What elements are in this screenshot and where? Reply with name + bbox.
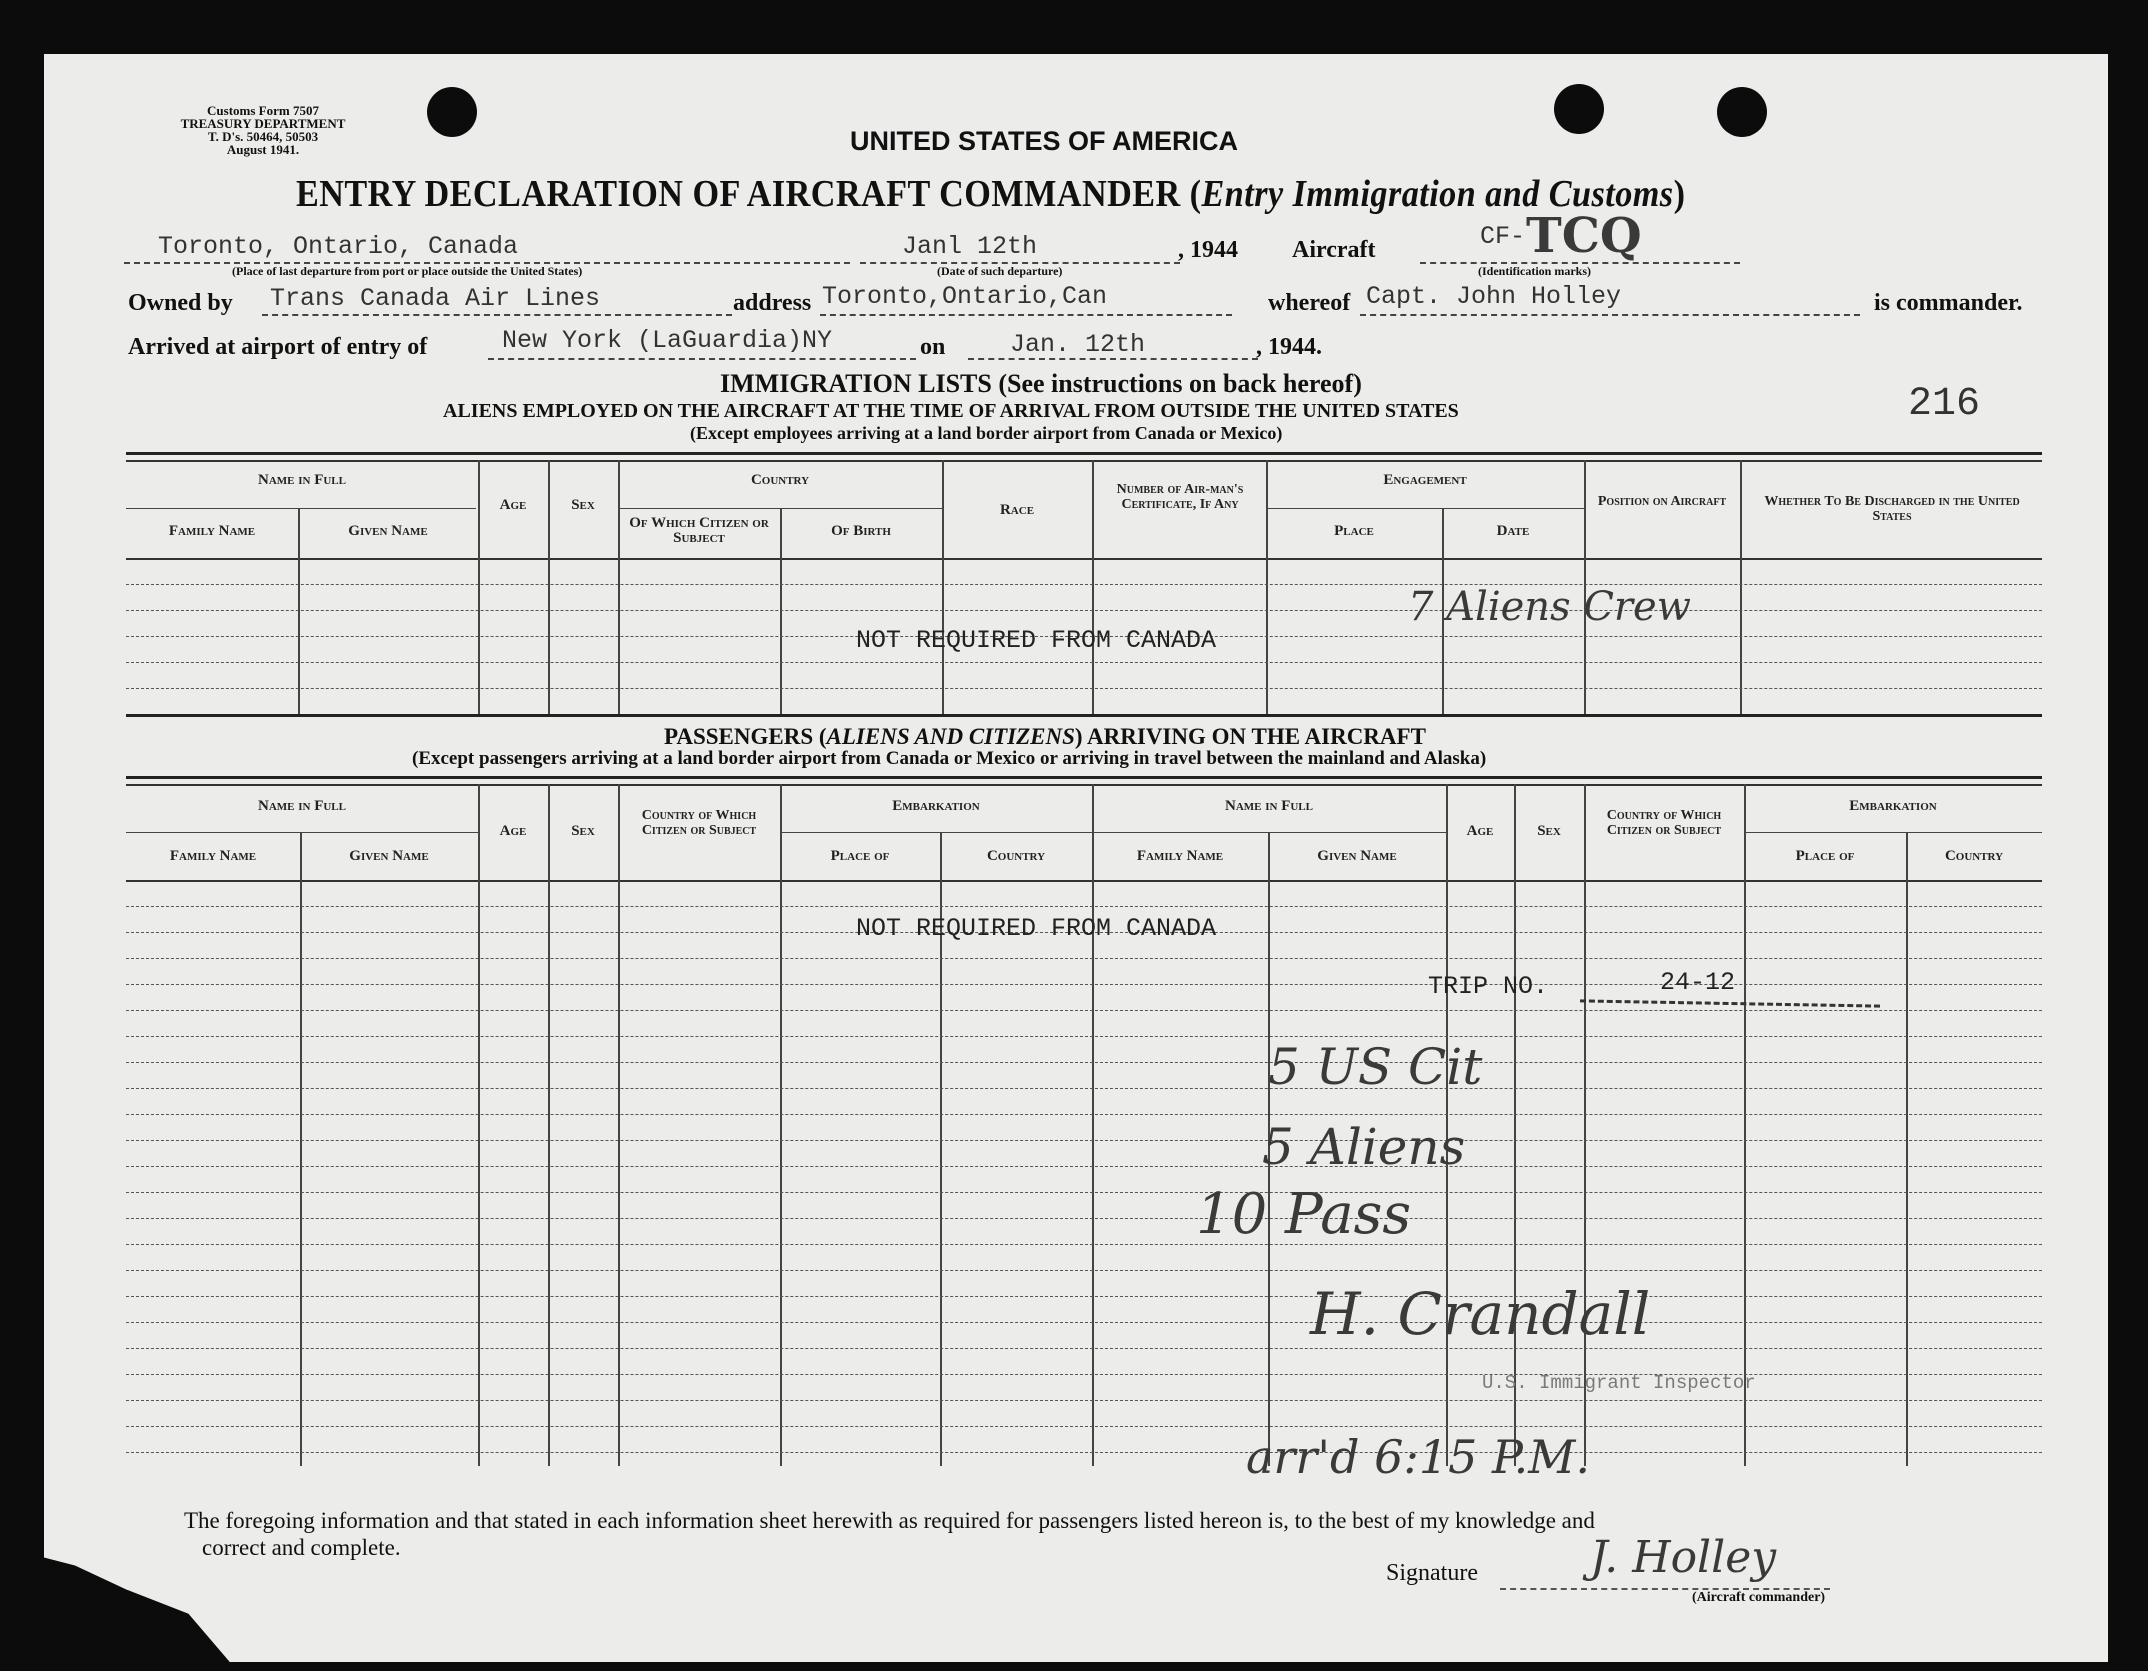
underline	[488, 358, 916, 360]
immigration-heading: IMMIGRATION LISTS (See instructions on back hereof)	[720, 369, 1362, 398]
underline	[820, 314, 1232, 316]
th-engagement-date: Date	[1496, 523, 1530, 539]
commander-suffix: is commander.	[1874, 290, 2023, 316]
th-pass-family: Family Name	[169, 848, 257, 864]
th-pass-country-citizen: Country of Which Citizen or Subject	[641, 808, 757, 838]
commander-signature: J. Holley	[1590, 1532, 1777, 1583]
passenger-not-required-note: NOT REQUIRED FROM CANADA	[856, 914, 1217, 943]
departure-date-caption: (Date of such departure)	[937, 264, 1063, 278]
th-country-of-birth: Of Birth	[831, 523, 891, 539]
th-age: Age	[499, 497, 527, 513]
trip-label: TRIP NO.	[1428, 972, 1549, 1001]
table-rule	[126, 784, 2042, 786]
th-airman-certificate: Number of Air-man's Certificate, If Any	[1116, 482, 1244, 512]
trip-number: 24-12	[1660, 968, 1736, 997]
th-pass-place-of: Place of	[830, 848, 890, 864]
th-engagement-place: Place	[1334, 523, 1374, 539]
passengers-heading-italic: ALIENS AND CITIZENS	[826, 724, 1075, 749]
underline	[262, 314, 732, 316]
form-number: Customs Form 7507	[207, 103, 319, 118]
binder-hole	[1554, 84, 1604, 134]
arrival-on-label: on	[920, 334, 946, 360]
form-title	[296, 172, 1685, 216]
owned-label: Owned by	[128, 290, 233, 316]
owner: Trans Canada Air Lines	[270, 284, 601, 313]
immigration-sub1: ALIENS EMPLOYED ON THE AIRCRAFT AT THE TIME OF ARRIVAL FROM OUTSIDE THE UNITED STATES	[443, 400, 1459, 422]
passengers-heading-b: ) ARRIVING ON THE AIRCRAFT	[1074, 724, 1426, 749]
table-rule	[126, 452, 2042, 455]
whereof-label: whereof	[1268, 290, 1351, 316]
passengers-heading	[664, 724, 1426, 750]
aircraft-id: TCQ	[1526, 208, 1642, 264]
underline	[968, 358, 1258, 360]
aircraft-caption: (Identification marks)	[1478, 264, 1591, 278]
th-country: Country	[750, 472, 810, 488]
signature-caption: (Aircraft commander)	[1692, 1590, 1826, 1605]
table-rule	[1744, 832, 2042, 833]
th-pass-sex-2: Sex	[1537, 823, 1561, 839]
department: TREASURY DEPARTMENT	[180, 116, 346, 131]
table-rule	[126, 832, 478, 833]
table-rule	[126, 714, 2042, 717]
passengers-sub: (Except passengers arriving at a land border airport from Canada or Mexico or arriving in travel between the mainland and Alaska)	[412, 748, 1487, 769]
form-date: August 1941.	[226, 142, 300, 157]
aircraft-prefix: CF-	[1480, 222, 1526, 251]
binder-hole	[427, 87, 477, 137]
hand-aliens: 5 Aliens	[1262, 1118, 1466, 1176]
departure-place: Toronto, Ontario, Canada	[158, 232, 519, 261]
th-pass-place-of-2: Place of	[1795, 848, 1855, 864]
th-pass-age-2: Age	[1466, 823, 1494, 839]
th-given-name: Given Name	[348, 523, 428, 539]
binder-hole	[1717, 87, 1767, 137]
underline	[1360, 314, 1860, 316]
owner-address: Toronto,Ontario,Can	[822, 282, 1108, 311]
th-name-full: Name in Full	[257, 472, 346, 488]
arrival-year: , 1944.	[1256, 334, 1322, 360]
table-rule	[126, 776, 2042, 779]
th-pass-country-citizen-2: Country of Which Citizen or Subject	[1606, 808, 1722, 838]
arrival-label: Arrived at airport of entry of	[128, 334, 428, 360]
crew-not-required-note: NOT REQUIRED FROM CANADA	[856, 626, 1217, 655]
hand-inspector-signature: H. Crandall	[1310, 1280, 1651, 1348]
th-engagement: Engagement	[1383, 472, 1467, 488]
table-rule	[126, 508, 476, 509]
departure-year: , 1944	[1178, 237, 1238, 263]
th-citizen-of: Of Which Citizen or Subject	[629, 515, 769, 546]
crew-handwritten-note: 7 Aliens Crew	[1408, 584, 1691, 630]
td-references: T. D's. 50464, 50503	[207, 129, 319, 144]
th-position: Position on Aircraft	[1597, 494, 1727, 509]
th-pass-embarkation: Embarkation	[892, 798, 980, 814]
departure-place-caption: (Place of last departure from port or place outside the United States)	[232, 264, 583, 278]
th-pass-given-2: Given Name	[1317, 848, 1397, 864]
address-label: address	[733, 290, 812, 316]
table-rule	[780, 832, 1446, 833]
departure-date: Janl 12th	[902, 232, 1038, 261]
th-pass-family-2: Family Name	[1136, 848, 1224, 864]
signature-label: Signature	[1386, 1560, 1478, 1586]
th-pass-age: Age	[499, 823, 527, 839]
th-discharged: Whether To Be Discharged in the United States	[1764, 494, 2020, 524]
hand-us-citizens: 5 US Cit	[1268, 1038, 1483, 1096]
th-race: Race	[999, 502, 1035, 518]
title-main: ENTRY DECLARATION OF AIRCRAFT COMMANDER (	[296, 173, 1202, 215]
th-family-name: Family Name	[168, 523, 256, 539]
table-rule	[1266, 508, 1584, 509]
statement-line-2: correct and complete.	[202, 1535, 401, 1560]
th-sex: Sex	[571, 497, 595, 513]
th-pass-embarkation-2: Embarkation	[1849, 798, 1937, 814]
th-pass-sex: Sex	[571, 823, 595, 839]
passengers-heading-a: PASSENGERS (	[664, 724, 827, 749]
th-pass-name-full: Name in Full	[257, 798, 346, 814]
arrival-airport: New York (LaGuardia)NY	[502, 326, 833, 355]
statement-line-1: The foregoing information and that stated in each information sheet herewith as required for passengers listed hereon is, to the best of my knowledge and	[184, 1508, 1595, 1533]
th-pass-country: Country	[986, 848, 1046, 864]
form-id-block	[118, 104, 408, 156]
title-close: )	[1673, 173, 1686, 215]
page-number: 216	[1908, 382, 1981, 427]
hand-arrival-time: arr'd 6:15 P.M.	[1246, 1430, 1591, 1484]
table-rule	[126, 460, 2042, 462]
title-italic: Entry Immigration and Customs	[1201, 173, 1674, 215]
immigration-sub2: (Except employees arriving at a land border airport from Canada or Mexico)	[690, 423, 1283, 443]
commander-name: Capt. John Holley	[1366, 282, 1622, 311]
th-pass-country-2: Country	[1944, 848, 2004, 864]
th-pass-given: Given Name	[349, 848, 429, 864]
hand-total-passengers: 10 Pass	[1196, 1182, 1412, 1247]
aircraft-label: Aircraft	[1292, 237, 1376, 263]
country-title: UNITED STATES OF AMERICA	[850, 126, 1238, 156]
th-pass-name-full-2: Name in Full	[1224, 798, 1313, 814]
inspector-stamp: U.S. Immigrant Inspector	[1482, 1372, 1756, 1394]
arrival-date: Jan. 12th	[1010, 330, 1146, 359]
